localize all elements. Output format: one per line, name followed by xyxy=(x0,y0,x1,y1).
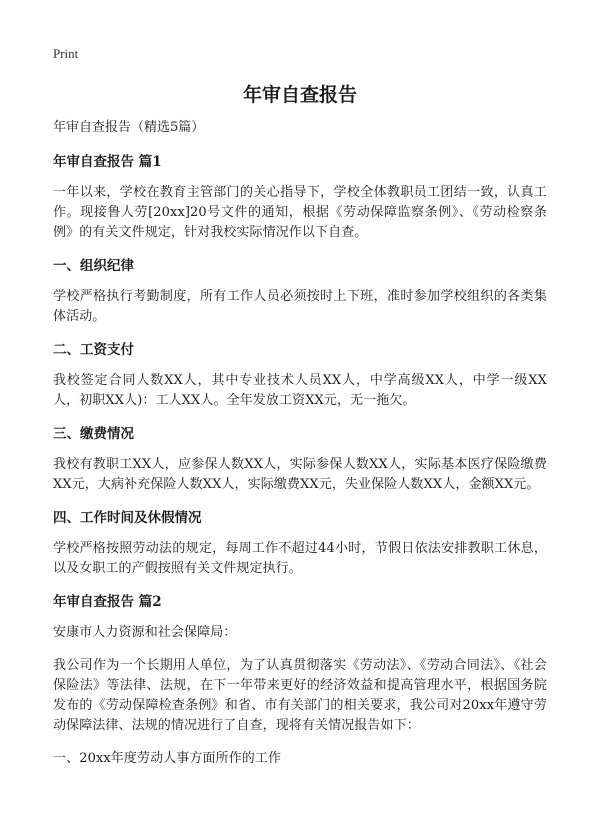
document-subtitle: 年审自查报告（精选5篇） xyxy=(53,120,205,135)
print-link[interactable]: Print xyxy=(53,46,79,61)
paragraph-work-hours: 学校严格按照劳动法的规定，每周工作不超过44小时，节假日依法安排教职工休息，以及女职工的产假按照有关文件规定执行。 xyxy=(53,541,547,576)
section-heading-payments: 三、缴费情况 xyxy=(53,426,134,442)
section-heading-wages: 二、工资支付 xyxy=(53,342,134,358)
paragraph-addressee: 安康市人力资源和社会保障局： xyxy=(53,625,237,640)
document-body xyxy=(53,118,547,769)
paragraph-personnel-work: 一、20xx年度劳动人事方面所作的工作 xyxy=(53,751,282,766)
paragraph-wages: 我校签定合同人数XX人，其中专业技术人员XX人，中学高级XX人，中学一级XX人，初职XX人)：工人XX人。全年发放工资XX元，无一拖欠。 xyxy=(53,373,547,408)
section-heading-work-hours: 四、工作时间及休假情况 xyxy=(53,510,202,526)
section-heading-discipline: 一、组织纪律 xyxy=(53,258,134,274)
paragraph-company-statement: 我公司作为一个长期用人单位，为了认真贯彻落实《劳动法》、《劳动合同法》、《社会保险法》等法律、法规，在下一年带来更好的经济效益和提高管理水平，根据国务院发布的《劳动保障检查条例》和省、市有关部门的相关要求，我公司对20xx年遵守劳动保障法律、法规的情况进行了自查，现将有关情况报告如下： xyxy=(53,658,547,733)
paragraph-discipline: 学校严格执行考勤制度，所有工作人员必须按时上下班，准时参加学校组织的各类集体活动。 xyxy=(53,289,547,324)
section-heading-article-2: 年审自查报告 篇2 xyxy=(53,594,162,610)
page-title: 年审自查报告 xyxy=(242,84,357,106)
paragraph-intro: 一年以来，学校在教育主管部门的关心指导下，学校全体教职员工团结一致，认真工作。现接鲁人劳[20xx]20号文件的通知，根据《劳动保障监察条例》、《劳动检察条例》的有关文件规定，针对我校实际情况作以下自查。 xyxy=(53,185,547,240)
section-heading-article-1: 年审自查报告 篇1 xyxy=(53,154,162,170)
paragraph-payments: 我校有教职工XX人，应参保人数XX人，实际参保人数XX人，实际基本医疗保险缴费XX元，大病补充保险人数XX人，实际缴费XX元，失业保险人数XX人，金额XX元。 xyxy=(53,457,547,492)
